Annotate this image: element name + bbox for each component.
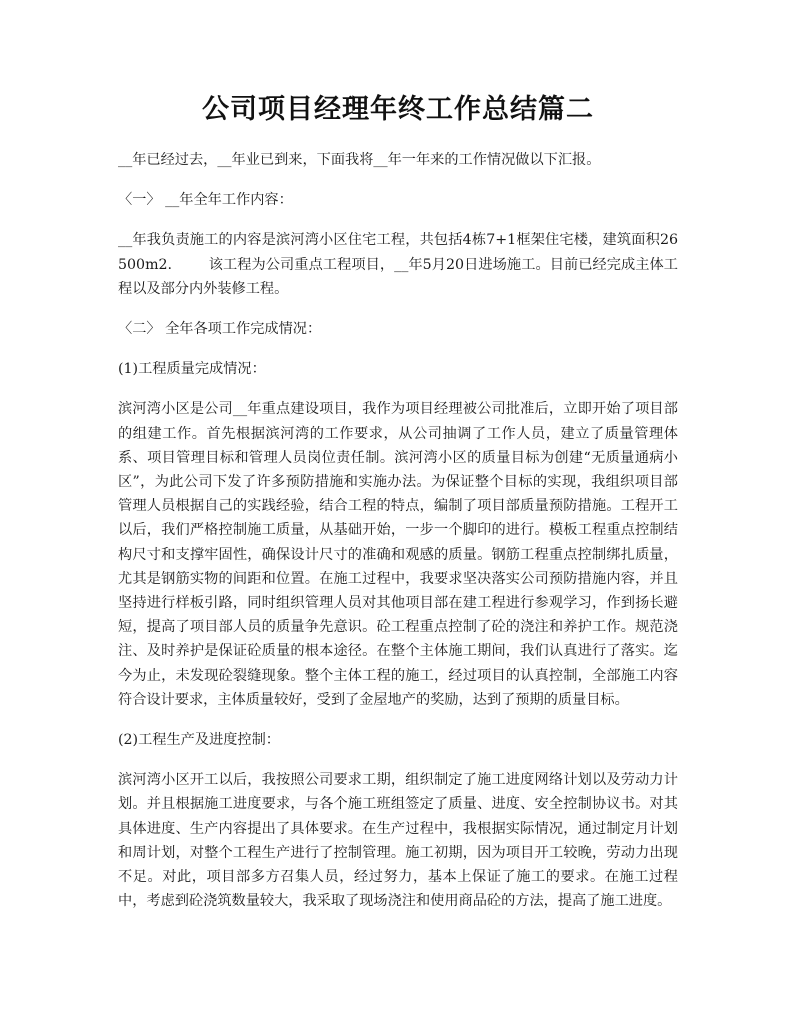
- section-heading-completion: 〈二〉 全年各项工作完成情况：: [118, 321, 322, 338]
- section-heading-annual-work: 〈一〉 __年全年工作内容：: [118, 192, 293, 209]
- quality-paragraph: 滨河湾小区是公司__年重点建设项目，我作为项目经理被公司批准后，立即开始了项目部的组建工作。首先根据滨河湾的工作要求，从公司抽调了工作人员，建立了质量管理体系、项目管理目标和管理人员岗位责任制。滨河湾小区的质量目标为创建“无质量通病小区”，为此公司下发了许多预防措施和实施办法。为保证整个目标的实现，我组织项目部管理人员根据自己的实践经验，结合工程的特点，编制了项目部质量预防措施。工程开工以后，我们严格控制施工质量，从基础开始，一步一个脚印的进行。模板工程重点控制结构尺寸和支撑牢固性，确保设计尺寸的准确和观感的质量。钢筋工程重点控制绑扎质量，尤其是钢筋实物的间距和位置。在施工过程中，我要求坚决落实公司预防措施内容，并且坚持进行样板引路，同时组织管理人员对其他项目部在建工程进行参观学习，作到扬长避短，提高了项目部人员的质量争先意识。砼工程重点控制了砼的浇注和养护工作。规范浇注、及时养护是保证砼质量的根本途径。在整个主体施工期间，我们认真进行了落实。迄今为止，未发现砼裂缝现象。整个主体工程的施工，经过项目的认真控制，全部施工内容符合设计要求，主体质量较好，受到了金屋地产的奖励，达到了预期的质量目标。: [118, 401, 678, 708]
- document-title: 公司项目经理年终工作总结篇二: [202, 94, 594, 125]
- progress-paragraph: 滨河湾小区开工以后，我按照公司要求工期，组织制定了施工进度网络计划以及劳动力计划。并且根据施工进度要求，与各个施工班组签定了质量、进度、安全控制协议书。对其具体进度、生产内容提出了具体要求。在生产过程中，我根据实际情况，通过制定月计划和周计划，对整个工程生产进行了控制管理。施工初期，因为项目开工较晚，劳动力出现不足。对此，项目部多方召集人员，经过努力，基本上保证了施工的要求。在施工过程中，考虑到砼浇筑数量较大，我采取了现场浇注和使用商品砼的方法，提高了施工进度。: [118, 772, 678, 910]
- intro-paragraph: __年已经过去，__年业已到来，下面我将__年一年来的工作情况做以下汇报。: [118, 152, 601, 168]
- subsection-heading-quality: (1)工程质量完成情况：: [118, 361, 266, 378]
- subsection-heading-progress: (2)工程生产及进度控制：: [118, 732, 280, 749]
- annual-work-paragraph: __年我负责施工的内容是滨河湾小区住宅工程，共包括4栋7+1框架住宅楼，建筑面积26500m2. 该工程为公司重点工程项目，__年5月20日进场施工。目前已经完成主体工程以及部分内外装修工程。: [118, 232, 678, 297]
